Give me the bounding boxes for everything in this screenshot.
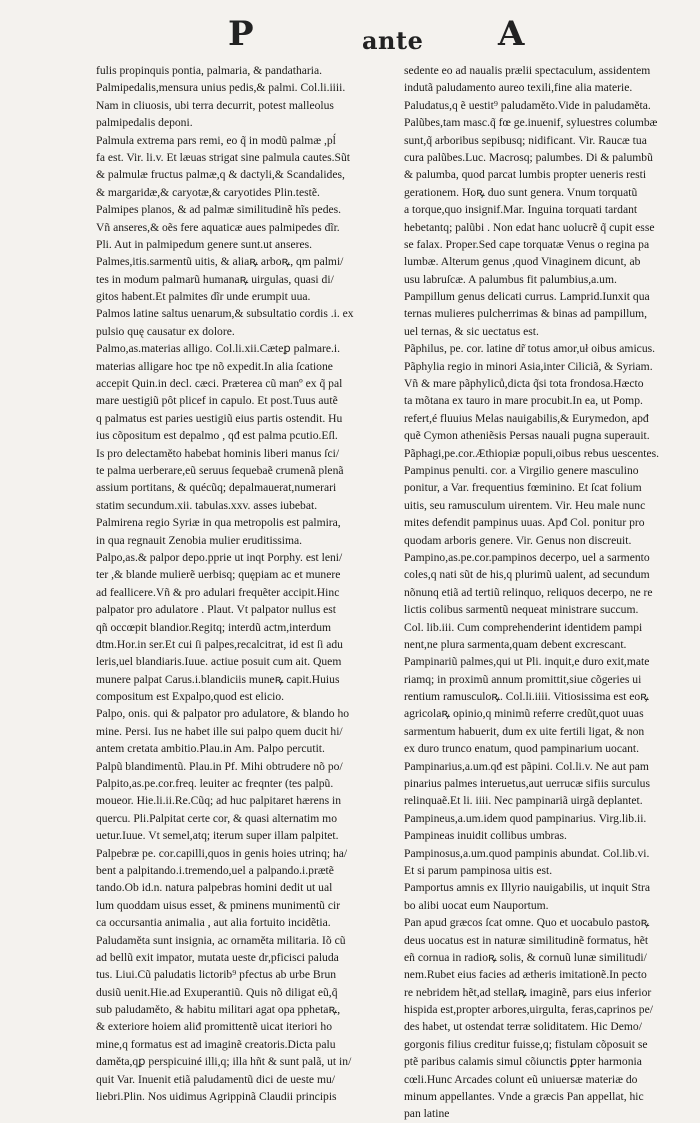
text-line: dusiũ uenit.Hie.ad Exuperantiũ. Quis nõ diligat eũ,q̃: [96, 985, 338, 999]
text-line: coles,q nati sũt de his,q plurimũ ualent, ad secundum: [404, 568, 650, 582]
text-line: agricolaꝶ opinio,q minimũ referre credũt,quot uuas: [404, 707, 644, 721]
text-line: sunt,q̃ arboribus sepibusq; nidificant. Vir. Raucæ tua: [404, 133, 647, 147]
text-line: Palmirena regio Syriæ in qua metropolis est palmira,: [96, 516, 341, 530]
text-line: Pan apud græcos ſcat omne. Quo et uocabulo pastoꝶ: [404, 916, 650, 930]
text-line: Nam in cliuosis, ubi terra decurrit, potest malleolus: [96, 98, 334, 112]
text-line: Palũbes,tam masc.q̃ fœ ge.inuenif, syluestres columbæ: [404, 116, 658, 130]
text-line: mine,q formatus est ad imaginẽ creatoris.Dicta palu: [96, 1037, 336, 1051]
text-line: Pampinosus,a.um.quod pampinis abundat. Col.lib.vi.: [404, 846, 650, 860]
text-line: quit Var. Inuenit etiã paludamentũ dici de ueste mu/: [96, 1072, 336, 1086]
text-line: ius cõpositum est depalmo , qđ est palma pcutio.Eſl.: [96, 429, 338, 443]
text-line: deus uocatus est in naturæ similitudinẽ formatus, hẽt: [404, 933, 649, 947]
text-line: Palmo,as.materias alligo. Col.li.xii.Cæteꝑ palmare.i.: [96, 342, 341, 356]
text-line: mine. Persi. Ius ne habet ille sui palpo quem ducit hi/: [96, 724, 343, 738]
text-line: hispida est,propter arbores,uirgulta, feras,caprinos pe/: [404, 1003, 653, 1017]
text-line: Pampinariũ palmes,qui ut Pli. inquit,e duro exit,mate: [404, 655, 650, 669]
text-line: mites defendit pampinus uuas. Apđ Col. ponitur pro: [404, 516, 645, 530]
text-line: se falax. Proper.Sed cape torquatæ Venus o regina pa: [404, 237, 650, 251]
text-line: Pampineas inuidit collibus umbras.: [404, 829, 567, 843]
text-line: Palpo, onis. qui & palpator pro adulatore, & blando ho: [96, 707, 350, 721]
text-line: Pampineus,a.um.idem quod pampinarius. Virg.lib.ii.: [404, 811, 647, 825]
text-line: leris,uel blandiaris.Iuue. actiue posuit cum ait. Quem: [96, 655, 342, 669]
text-line: uel ternas, & sic uectatus est.: [404, 324, 539, 338]
text-line: q palmatus est paries uestigiũ eius partis ostendit. Hu: [96, 411, 343, 425]
text-line: nent,ne plura sarmenta,quam debent excrescant.: [404, 637, 627, 651]
text-line: ternas mulieres pulcherrimas & binas ad pampillum,: [404, 307, 648, 321]
text-line: Paludaměta sunt insignia, ac ornaměta militaria. Iõ cũ: [96, 933, 346, 947]
text-line: lumbæ. Alterum genus ,quod Vinaginem dicunt, ab: [404, 255, 641, 269]
text-line: quẽ Cymon atheniẽsis Persas nauali pugna superauit.: [404, 429, 650, 443]
text-line: fulis propinquis pontia, palmaria, & pandatharia.: [96, 64, 323, 77]
text-line: Col. lib.iii. Cum comprehenderint identidem pampi: [404, 620, 643, 634]
text-line: Palmos latine saltus uenarum,& subsultatio cordis .i. ex: [96, 307, 354, 321]
text-line: pan latine: [404, 1107, 450, 1121]
text-line: gerationem. Hoꝶ duo sunt genera. Vnum torquatũ: [404, 185, 638, 199]
text-line: compositum est Expalpo,quod est elicio.: [96, 690, 285, 704]
text-line: minum appellantes. Vnde a græcis Pan appellat, hic: [404, 1090, 644, 1104]
running-head-left-letter: P: [228, 14, 254, 54]
text-line: pinarius palmes interuetus,aut uerrucæ sifiis surculus: [404, 777, 650, 791]
text-line: ex duro trunco enatum, quod pampinarium uocant.: [404, 742, 640, 756]
text-line: re nebridem hẽt,ad stellaꝶ imaginẽ, pars eius inferior: [404, 985, 652, 999]
text-line: Pãphilus, pe. cor. latine dr̃ totus amor,uł oibus amicus.: [404, 342, 656, 356]
text-line: & exteriore hoiem aliđ promittentẽ uicat iteriori ho: [96, 1020, 332, 1034]
text-line: statim secundum.xii. tabulas.xxv. asses iubebat.: [96, 498, 318, 512]
text-line: Palmes,itis.sarmentũ uitis, & aliaꝶ arboꝶ, qm palmi/: [96, 255, 344, 269]
text-line: riamq; in proximũ annum promittit,siue cõgeries ui: [404, 672, 642, 686]
text-line: liebri.Plin. Nos uidimus Agrippinã Claudii principis: [96, 1090, 337, 1104]
text-line: Is pro delectaměto habebat hominis liberi manus ſci/: [96, 446, 340, 460]
text-line: rentium ramusculoꝶ. Col.li.iiii. Vitiosissima est eoꝶ: [404, 690, 649, 704]
text-line: Palmipes planos, & ad palmæ similitudinẽ hĩs pedes.: [96, 203, 342, 217]
text-line: des habet, ut ostendat terræ soliditatem. Hic Demo/: [404, 1020, 642, 1034]
text-line: hebetantq; palũbi . Non edat hanc uolucrẽ q̃ cupit esse: [404, 220, 655, 234]
text-line: & palumba, quod parcat lumbis propter ueneris resti: [404, 168, 647, 182]
text-line: munere palpat Carus.i.blandiciis muneꝶ capit.Huius: [96, 672, 340, 686]
text-line: cura palũbes.Luc. Macrosq; palumbes. Di & palumbũ: [404, 150, 653, 164]
text-line: ad feallicere.Vñ & pro adulari frequẽter accipit.Hinc: [96, 585, 340, 599]
text-line: Palmula extrema pars remi, eo q̃ in modũ palmæ ,pĺ: [96, 133, 336, 147]
left-text-column: [96, 62, 396, 1104]
text-line: refert,é fluuius Melas nauigabilis,& Eurymedon, apđ: [404, 411, 649, 425]
text-line: tando.Ob id.n. natura palpebras homini dedit ut ual: [96, 881, 333, 895]
text-line: usu labruſcæ. A palumbus fit palumbius,a.um.: [404, 272, 617, 286]
text-line: pulsio quę causatur ex dolore.: [96, 324, 235, 338]
text-line: nõnunq etiã ad tertiũ relinquo, reliquos decerpo, ne re: [404, 585, 653, 599]
text-line: antem cretata ambitio.Plau.in Am. Palpo percutit.: [96, 742, 325, 756]
text-line: eñ cornua in radioꝶ solis, & cornuũ lunæ similitudi/: [404, 950, 647, 964]
text-line: ta mõtana ex tauro in mare procubit.In ea, ut Pomp.: [404, 394, 643, 408]
text-line: Vñ anseres,& oẽs fere aquaticæ aues palmipedes dĩr.: [96, 220, 340, 234]
text-line: moueor. Hie.li.ii.Re.Cũq; ad huc palpitaret hærens in: [96, 794, 342, 808]
text-line: ptẽ paribus calamis simul cõiunctis ꝑpter harmonia: [404, 1055, 642, 1069]
text-line: in qua regnauit Zenobia mulier eruditissima.: [96, 533, 303, 547]
text-line: lictis colibus sarmentũ nequeat ministrare succum.: [404, 603, 639, 617]
text-line: assium portitans, & quécũq; depalmauerat,numerari: [96, 481, 337, 495]
text-line: Palpebræ pe. cor.capilli,quos in genis hoies utrinq; ha/: [96, 846, 348, 860]
text-line: uitis, seu ramusculum uirentem. Vir. Heu male nunc: [404, 498, 646, 512]
text-line: qñ occœpit blandior.Regitq; interdũ actm,interdum: [96, 620, 332, 634]
running-head: [0, 14, 700, 62]
text-line: ad bellũ exit impator, mutata ueste dr,pficisci paluda: [96, 950, 339, 964]
text-line: dtm.Hor.in ser.Et cui ſi palpes,recalcitrat, id est ſi adu: [96, 637, 343, 651]
text-line: Et si parum pampinosa uitis est.: [404, 863, 553, 877]
text-line: bent a palpitando.i.tremendo,uel a palpando.i.prætẽ: [96, 863, 334, 877]
text-line: te palma uerberare,eũ seruus ſequebaẽ crumenã plenã: [96, 463, 344, 477]
text-line: ter ,& blande mulierẽ uerbisq; quępiam ac et munere: [96, 568, 341, 582]
text-line: tes in modum palmarũ humanaꝶ uirgulas, quasi di/: [96, 272, 334, 286]
text-line: & palmulæ fructus palmæ,q & dactyli,& Scandalides,: [96, 168, 345, 182]
text-line: a torque,quo insignif.Mar. Inguina torquati tardant: [404, 203, 638, 217]
text-line: indutã paludamento aureo texili,fine alia materie.: [404, 81, 633, 95]
text-line: quercu. Pli.Palpitat certe cor, & quasi alternatim mo: [96, 811, 338, 825]
text-line: Pampinus penulti. cor. a Virgilio genere masculino: [404, 463, 639, 477]
text-line: accepit Quin.in decl. cæci. Præterea cũ manº ex q̃ pal: [96, 377, 343, 391]
right-text-column: [404, 62, 696, 1121]
running-head-title: ante: [362, 26, 424, 55]
text-line: Pampino,as.pe.cor.pampinos decerpo, uel a sarmento: [404, 550, 650, 564]
text-line: materias alligare hoc tpe nõ expedit.In alia ſcatione: [96, 359, 333, 373]
text-line: sub paludaměto, & habitu militari agat opa pphetaꝶ,: [96, 1003, 341, 1017]
text-line: gitos habent.Et palmites dĩr unde erumpit uua.: [96, 290, 311, 304]
text-line: ponitur, a Var. frequentius fœminino. Et ſcat folium: [404, 481, 642, 495]
text-line: sarmentum habuerit, dum ex uite fertili ligat, & non: [404, 724, 645, 738]
text-line: Palpũ blandimentũ. Plau.in Pf. Mihi obtrudere nõ po/: [96, 759, 343, 773]
text-line: mare uestigiũ pôt plicef in capulo. Et post.Tuus autẽ: [96, 394, 338, 408]
text-line: fa est. Vir. li.v. Et læuas strigat sine palmula cautes.Sũt: [96, 150, 351, 164]
text-line: Pampinarius,a.um.qđ est pãpini. Col.li.v. Ne aut pam: [404, 759, 649, 773]
text-line: ca occursantia animalia , aut alia fortuito incidẽtia.: [96, 916, 331, 930]
text-line: lum quoddam uisus esset, & pminens munimentũ cir: [96, 898, 341, 912]
text-line: palpator pro adulatore . Plaut. Vt palpator nullus est: [96, 603, 336, 617]
text-line: & margaridæ,& caryotæ,& caryotides Plin.testẽ.: [96, 185, 320, 199]
text-line: nem.Rubet eius facies ad ætheris imitationẽ.In pecto: [404, 968, 647, 982]
text-line: gorgonis filius creditur fuisse,q; fistulam cõposuit se: [404, 1037, 648, 1051]
text-line: daměta,qꝑ perspicuiné illi,q; illa hñt & sunt palã, ut in/: [96, 1055, 352, 1069]
text-line: relinquaẽ.Et li. iiii. Nec pampinariã uirgã deplantet.: [404, 794, 643, 808]
running-head-right-letter: A: [498, 14, 525, 54]
text-line: quodam arboris genere. Vir. Genus non discreuit.: [404, 533, 632, 547]
text-line: Vñ & mare pãphyliců,dicta q̃si tota frondosa.Hæcto: [404, 377, 644, 391]
text-line: Pãphylia regio in minori Asia,inter Ciliciã, & Syriam.: [404, 359, 653, 373]
text-line: Palmipedalis,mensura unius pedis,& palmi. Col.li.iiii.: [96, 81, 346, 95]
text-line: Pampillum genus delicati currus. Lamprid.Iunxit qua: [404, 290, 650, 304]
text-line: cœli.Hunc Arcades colunt eũ uniuersæ materiæ do: [404, 1072, 638, 1086]
text-line: tus. Liui.Cũ paludatis lictorib⁹ pfectus ab urbe Brun: [96, 968, 337, 982]
text-line: Palpo,as.& palpor depo.pprie ut inqt Porphy. est leni/: [96, 550, 343, 564]
text-line: palmipedalis deponi.: [96, 116, 193, 130]
text-line: sedente eo ad naualis prælii spectaculum, assidentem: [404, 64, 651, 77]
text-line: uetur.Iuue. Vt semel,atq; iterum super illam palpitet.: [96, 829, 339, 843]
text-line: Paludatus,q ẽ uestit⁹ paludaměto.Vide in paludaměta.: [404, 98, 651, 112]
text-line: Palpito,as.pe.cor.freq. leuiter ac freqnter (tes palpũ.: [96, 777, 334, 791]
text-line: Pli. Aut in palmipedum genere sunt.ut anseres.: [96, 237, 313, 251]
text-line: Pamportus amnis ex Illyrio nauigabilis, ut inquit Stra: [404, 881, 651, 895]
text-line: Pãphagi,pe.cor.Æthiopiæ populi,oibus rebus uescentes.: [404, 446, 660, 460]
text-line: bo alibi uocat eum Nauportum.: [404, 898, 549, 912]
